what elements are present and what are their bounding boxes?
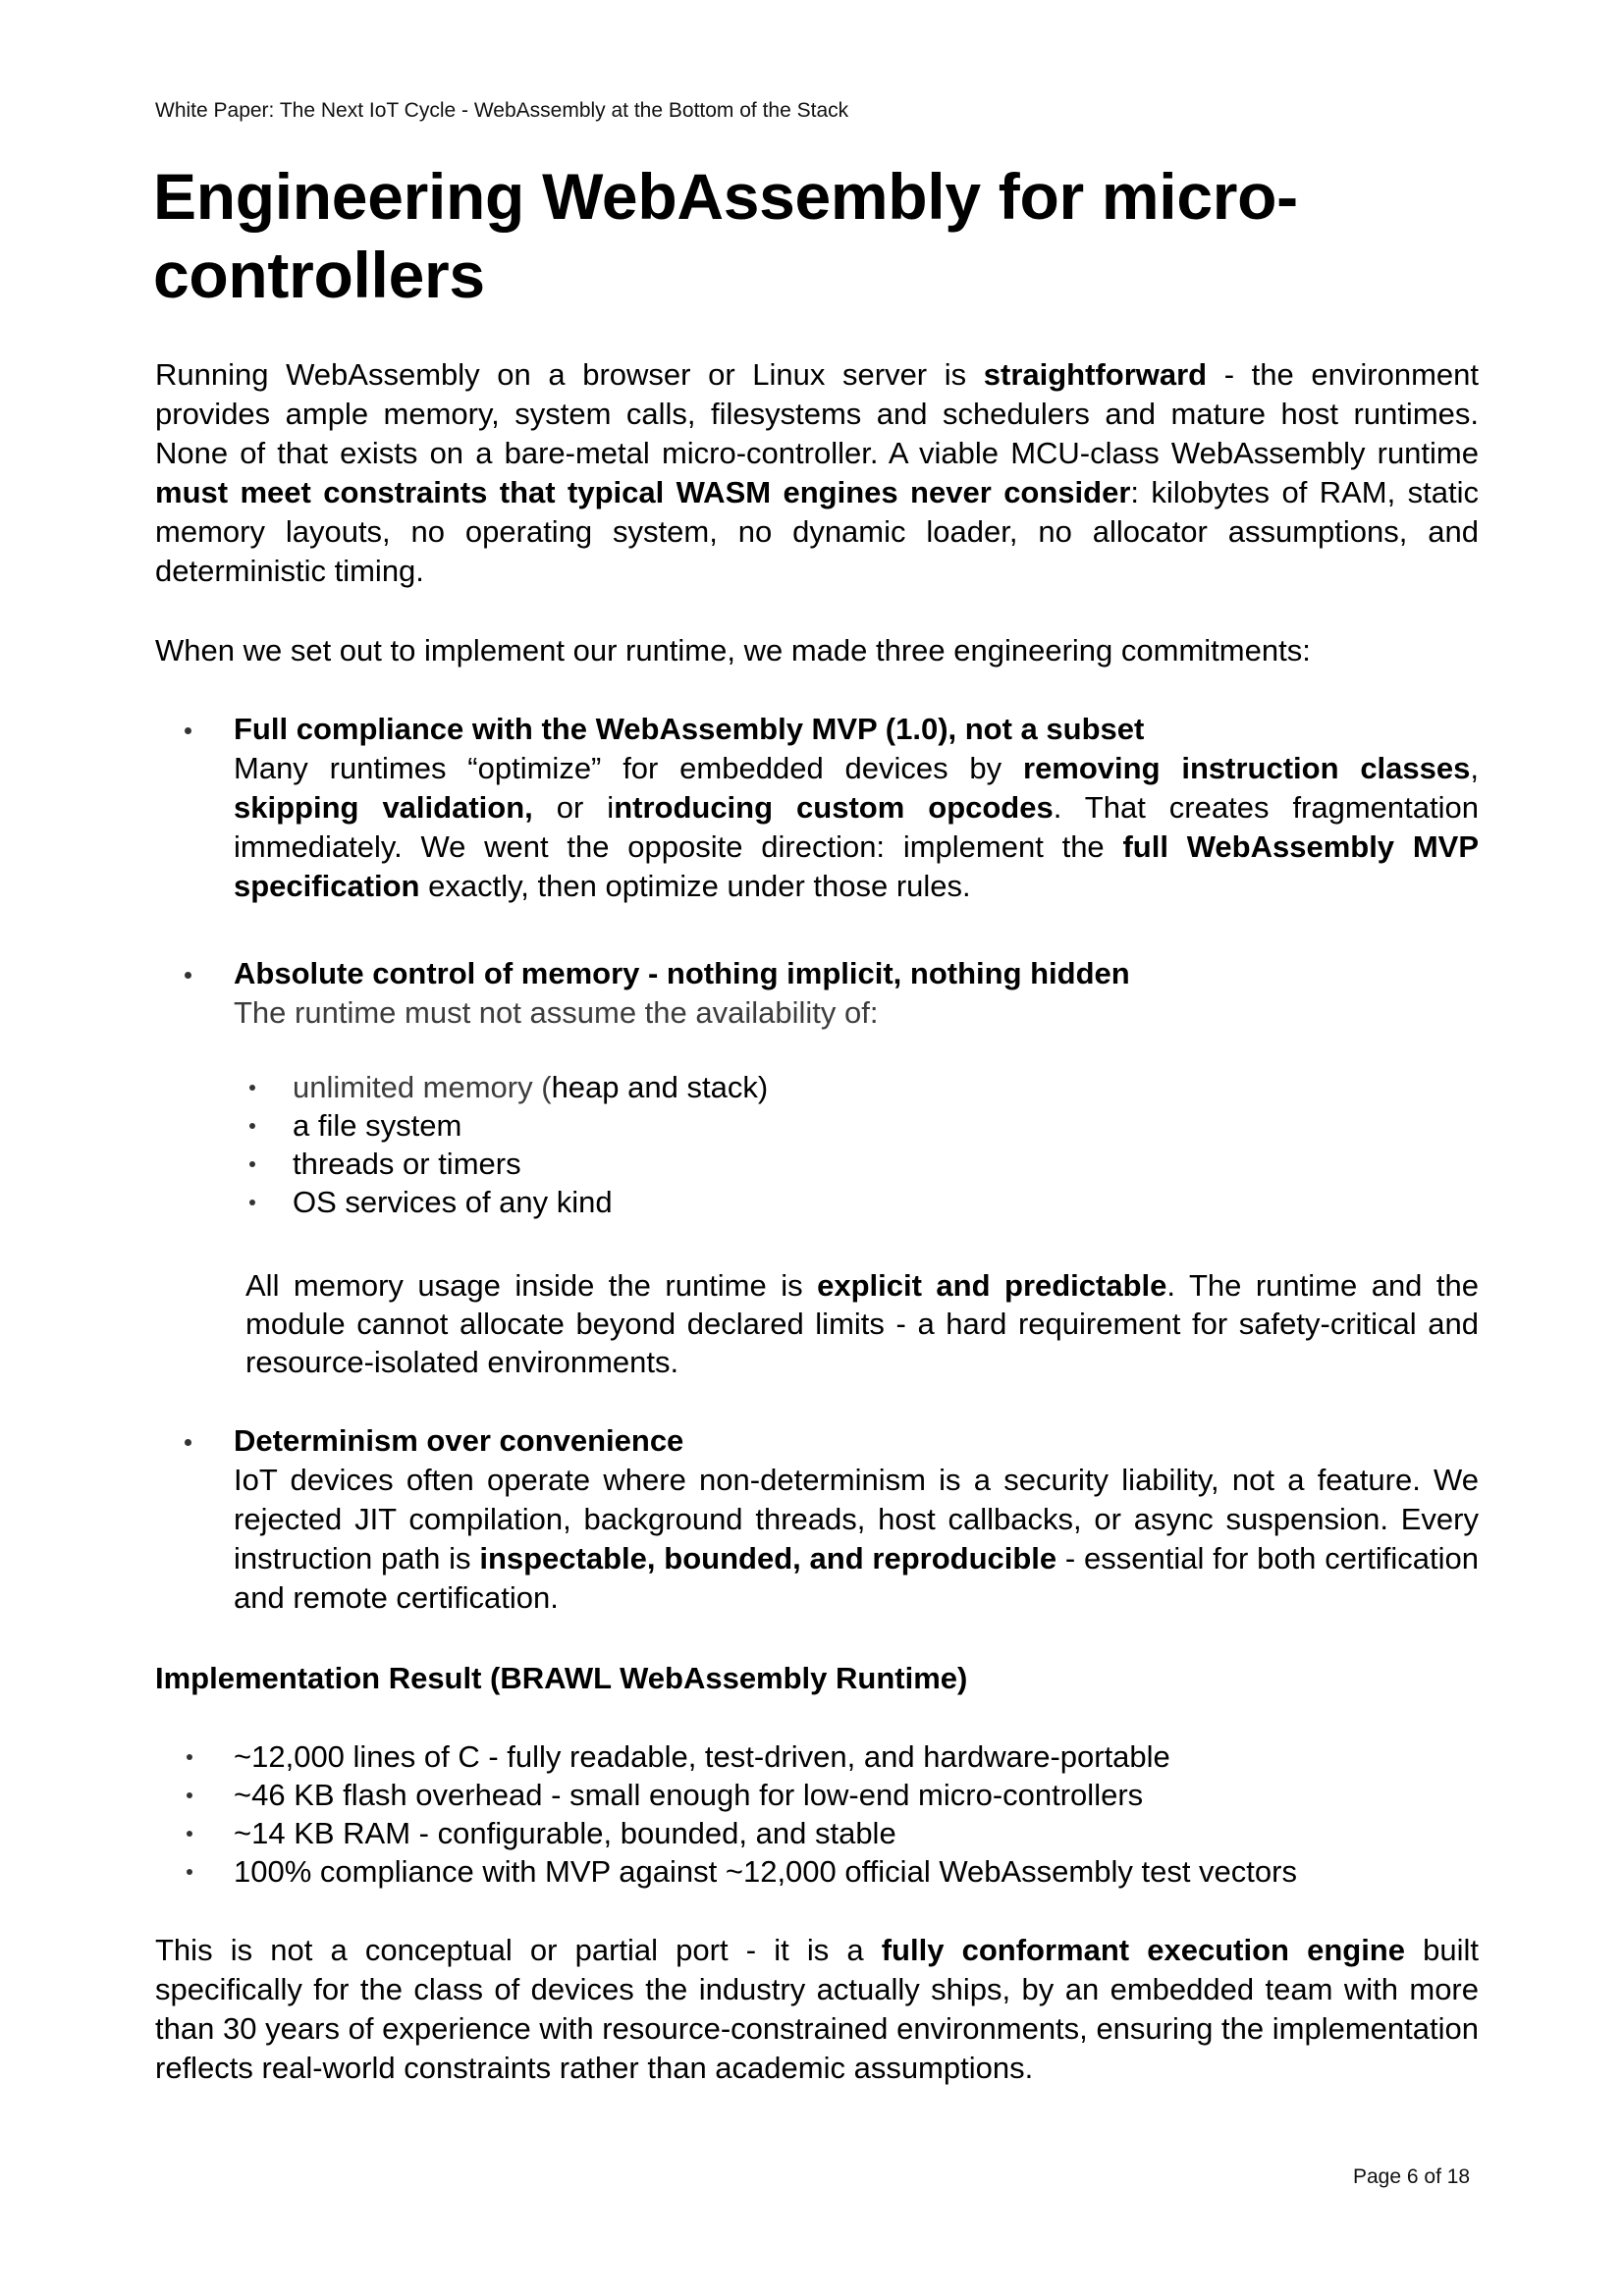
emphasis: explicit and predictable xyxy=(817,1268,1167,1303)
page-title: Engineering WebAssembly for micro-controllers xyxy=(153,160,1298,311)
emphasis: ntroducing custom opcodes xyxy=(614,790,1054,825)
list-item xyxy=(245,1145,1473,1183)
emphasis: fully conformant execution engine xyxy=(881,1933,1405,1967)
emphasis: must meet constraints that typical WASM engines never consider xyxy=(155,475,1131,509)
text-run: - essential for both certification and remote certification. xyxy=(234,1541,1479,1615)
text-run: 100% compliance with MVP against ~12,000 official WebAssembly test vectors xyxy=(234,1854,1297,1889)
bullet-icon xyxy=(249,1200,255,1205)
memory-paragraph xyxy=(245,1266,1479,1381)
text-run: This is not a conceptual or partial port - it is a xyxy=(155,1933,882,1967)
list-item xyxy=(245,1183,1473,1221)
text-run: heap and stack) xyxy=(551,1070,769,1104)
assumption-list xyxy=(245,1068,1473,1221)
text-run: . The runtime and the module cannot allocate beyond declared limits - a hard requirement for safety-critical and resource-isolated environments. xyxy=(245,1268,1479,1379)
emphasis: straightforward xyxy=(983,357,1208,392)
list-item xyxy=(245,1068,1473,1106)
emphasis: skipping validation, xyxy=(234,790,533,825)
list-item xyxy=(155,1814,1479,1852)
text-run: , xyxy=(1470,751,1480,785)
text-run: . That creates fragmentation immediately. We went the opposite direction: implement the xyxy=(234,790,1479,864)
bullet-icon xyxy=(187,1831,192,1837)
intro-paragraph xyxy=(155,355,1479,591)
bullet-icon xyxy=(185,972,191,979)
bullet-icon xyxy=(249,1085,255,1091)
text-run: Running WebAssembly on a browser or Linux server is xyxy=(155,357,984,392)
commitment-item xyxy=(155,1421,1479,1618)
bullet-icon xyxy=(187,1869,192,1875)
bullet-icon xyxy=(185,1439,191,1446)
list-item xyxy=(245,1106,1473,1145)
text-run: exactly, then optimize under those rules. xyxy=(419,869,971,903)
bullet-icon xyxy=(249,1161,255,1167)
page-number: Page 6 of 18 xyxy=(1353,2165,1471,2188)
bullet-icon xyxy=(185,727,191,734)
commitment-heading: Absolute control of memory - nothing implicit, nothing hidden xyxy=(234,956,1130,990)
commitment-item xyxy=(155,710,1479,906)
results-heading: Implementation Result (BRAWL WebAssembly Runtime) xyxy=(155,1661,968,1695)
text-run: ~46 KB flash overhead - small enough for low-end micro-controllers xyxy=(234,1778,1144,1812)
emphasis: inspectable, bounded, and reproducible xyxy=(479,1541,1057,1575)
text-run: : kilobytes of RAM, static memory layouts, no operating system, no dynamic loader, no allocator assumptions, and deterministic timing. xyxy=(155,475,1480,588)
list-item xyxy=(155,1737,1479,1776)
commitment-heading: Full compliance with the WebAssembly MVP (1.0), not a subset xyxy=(234,712,1145,746)
commitment-heading: Determinism over convenience xyxy=(234,1423,684,1458)
text-run: ~12,000 lines of C - fully readable, test-driven, and hardware-portable xyxy=(234,1739,1170,1774)
text-run: built specifically for the class of devices the industry actually ships, by an embedded team with more than 30 years of experience with resource-constrained environments, ensuring the implementation reflects real-world constraints rather than academic assumptions. xyxy=(155,1933,1479,2085)
text-run: OS services of any kind xyxy=(293,1185,613,1219)
text-run: or i xyxy=(532,790,615,825)
emphasis: full WebAssembly MVP specification xyxy=(234,829,1479,903)
commitments-intro: When we set out to implement our runtime, we made three engineering commitments: xyxy=(155,633,1311,667)
text-run: unlimited memory ( xyxy=(293,1070,552,1104)
text-run: IoT devices often operate where non-determinism is a security liability, not a feature. We rejected JIT compilation, background threads, host callbacks, or async suspension. Every instruction path is xyxy=(234,1463,1479,1575)
conclusion-paragraph xyxy=(155,1931,1479,2088)
commitment-subtitle: The runtime must not assume the availability of: xyxy=(234,995,879,1030)
list-item xyxy=(155,1776,1479,1814)
emphasis: removing instruction classes xyxy=(1023,751,1471,785)
text-run: - the environment provides ample memory, system calls, filesystems and schedulers and mature host runtimes. None of that exists on a bare-metal micro-controller. A viable MCU-class WebAssembly runtime xyxy=(155,357,1479,470)
list-item xyxy=(155,1852,1479,1891)
bullet-icon xyxy=(249,1123,255,1129)
bullet-icon xyxy=(187,1792,192,1798)
text-run: a file system xyxy=(293,1108,462,1143)
bullet-icon xyxy=(187,1754,192,1760)
text-run: Many runtimes “optimize” for embedded devices by xyxy=(234,751,1023,785)
commitment-item xyxy=(155,954,1479,1033)
text-run: All memory usage inside the runtime is xyxy=(245,1268,818,1303)
text-run: threads or timers xyxy=(293,1147,521,1181)
text-run: ~14 KB RAM - configurable, bounded, and stable xyxy=(234,1816,896,1850)
results-list xyxy=(155,1737,1479,1891)
running-header: White Paper: The Next IoT Cycle - WebAssembly at the Bottom of the Stack xyxy=(155,99,849,122)
